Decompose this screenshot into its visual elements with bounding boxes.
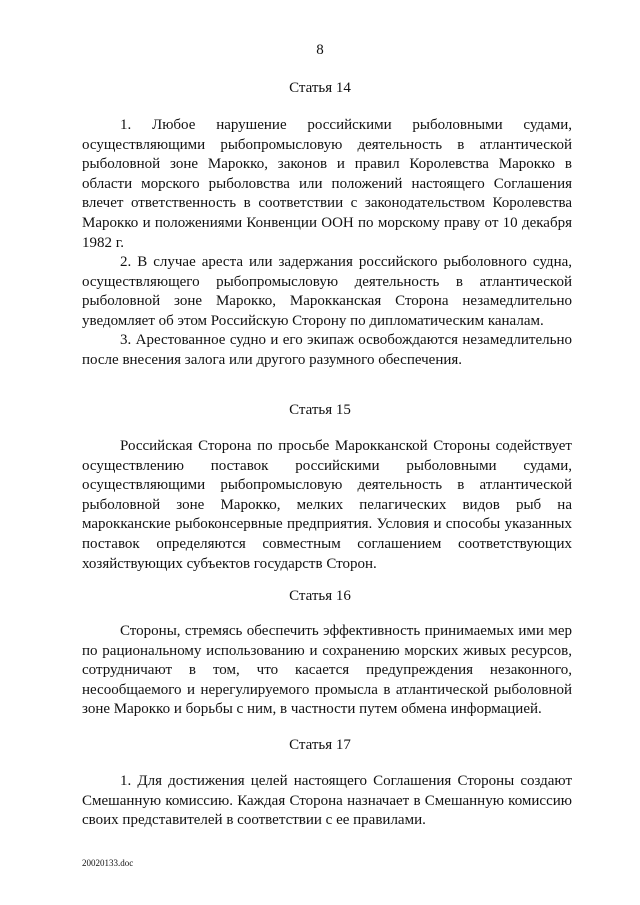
article-15-paragraph-1: Российская Сторона по просьбе Марокканской Стороны содействует осуществлению поставок российскими рыболовными судами, осуществляющими рыбопромысловую деятельность в атлантической рыболовной зоне Марокко, мелких пелагических видов рыб на марокканские рыбоконсервные предприятия. Условия и способы указанных поставок определяются совместным соглашением соответствующих хозяйствующих субъектов государств Сторон. <box>82 438 572 572</box>
page-number: 8 <box>316 42 324 58</box>
article-14-heading: Статья 14 <box>289 80 351 96</box>
article-14-paragraph-3: 3. Арестованное судно и его экипаж освобождаются незамедлительно после внесения залога или другого разумного обеспечения. <box>82 332 572 368</box>
footer-filename: 20020133.doc <box>82 858 134 868</box>
article-16-paragraph-1: Стороны, стремясь обеспечить эффективность принимаемых ими мер по рациональному использованию и сохранению морских живых ресурсов, сотрудничают в том, что касается предупреждения незаконного, несообщаемого и нерегулируемого промысла в атлантической рыболовной зоне Марокко и борьбы с ним, в частности путем обмена информацией. <box>82 623 572 718</box>
article-17-heading: Статья 17 <box>289 737 351 753</box>
article-14-paragraph-2: 2. В случае ареста или задержания российского рыболовного судна, осуществляющего рыбопромысловую деятельность в атлантической рыболовной зоне Марокко, Марокканская Сторона незамедлительно уведомляет об этом Российскую Сторону по дипломатическим каналам. <box>82 254 572 329</box>
article-15-heading: Статья 15 <box>289 402 351 418</box>
article-16-heading: Статья 16 <box>289 588 351 604</box>
article-14-paragraph-1: 1. Любое нарушение российскими рыболовными судами, осуществляющими рыбопромысловую деятельность в атлантической рыболовной зоне Марокко, законов и правил Королевства Марокко в области морского рыболовства или положений настоящего Соглашения влечет ответственность в соответствии с законодательством Королевства Марокко и положениями Конвенции ООН по морскому праву от 10 декабря 1982 г. <box>82 117 572 251</box>
article-17-paragraph-1: 1. Для достижения целей настоящего Соглашения Стороны создают Смешанную комиссию. Каждая Сторона назначает в Смешанную комиссию своих представителей в соответствии с ее правилами. <box>82 773 572 829</box>
